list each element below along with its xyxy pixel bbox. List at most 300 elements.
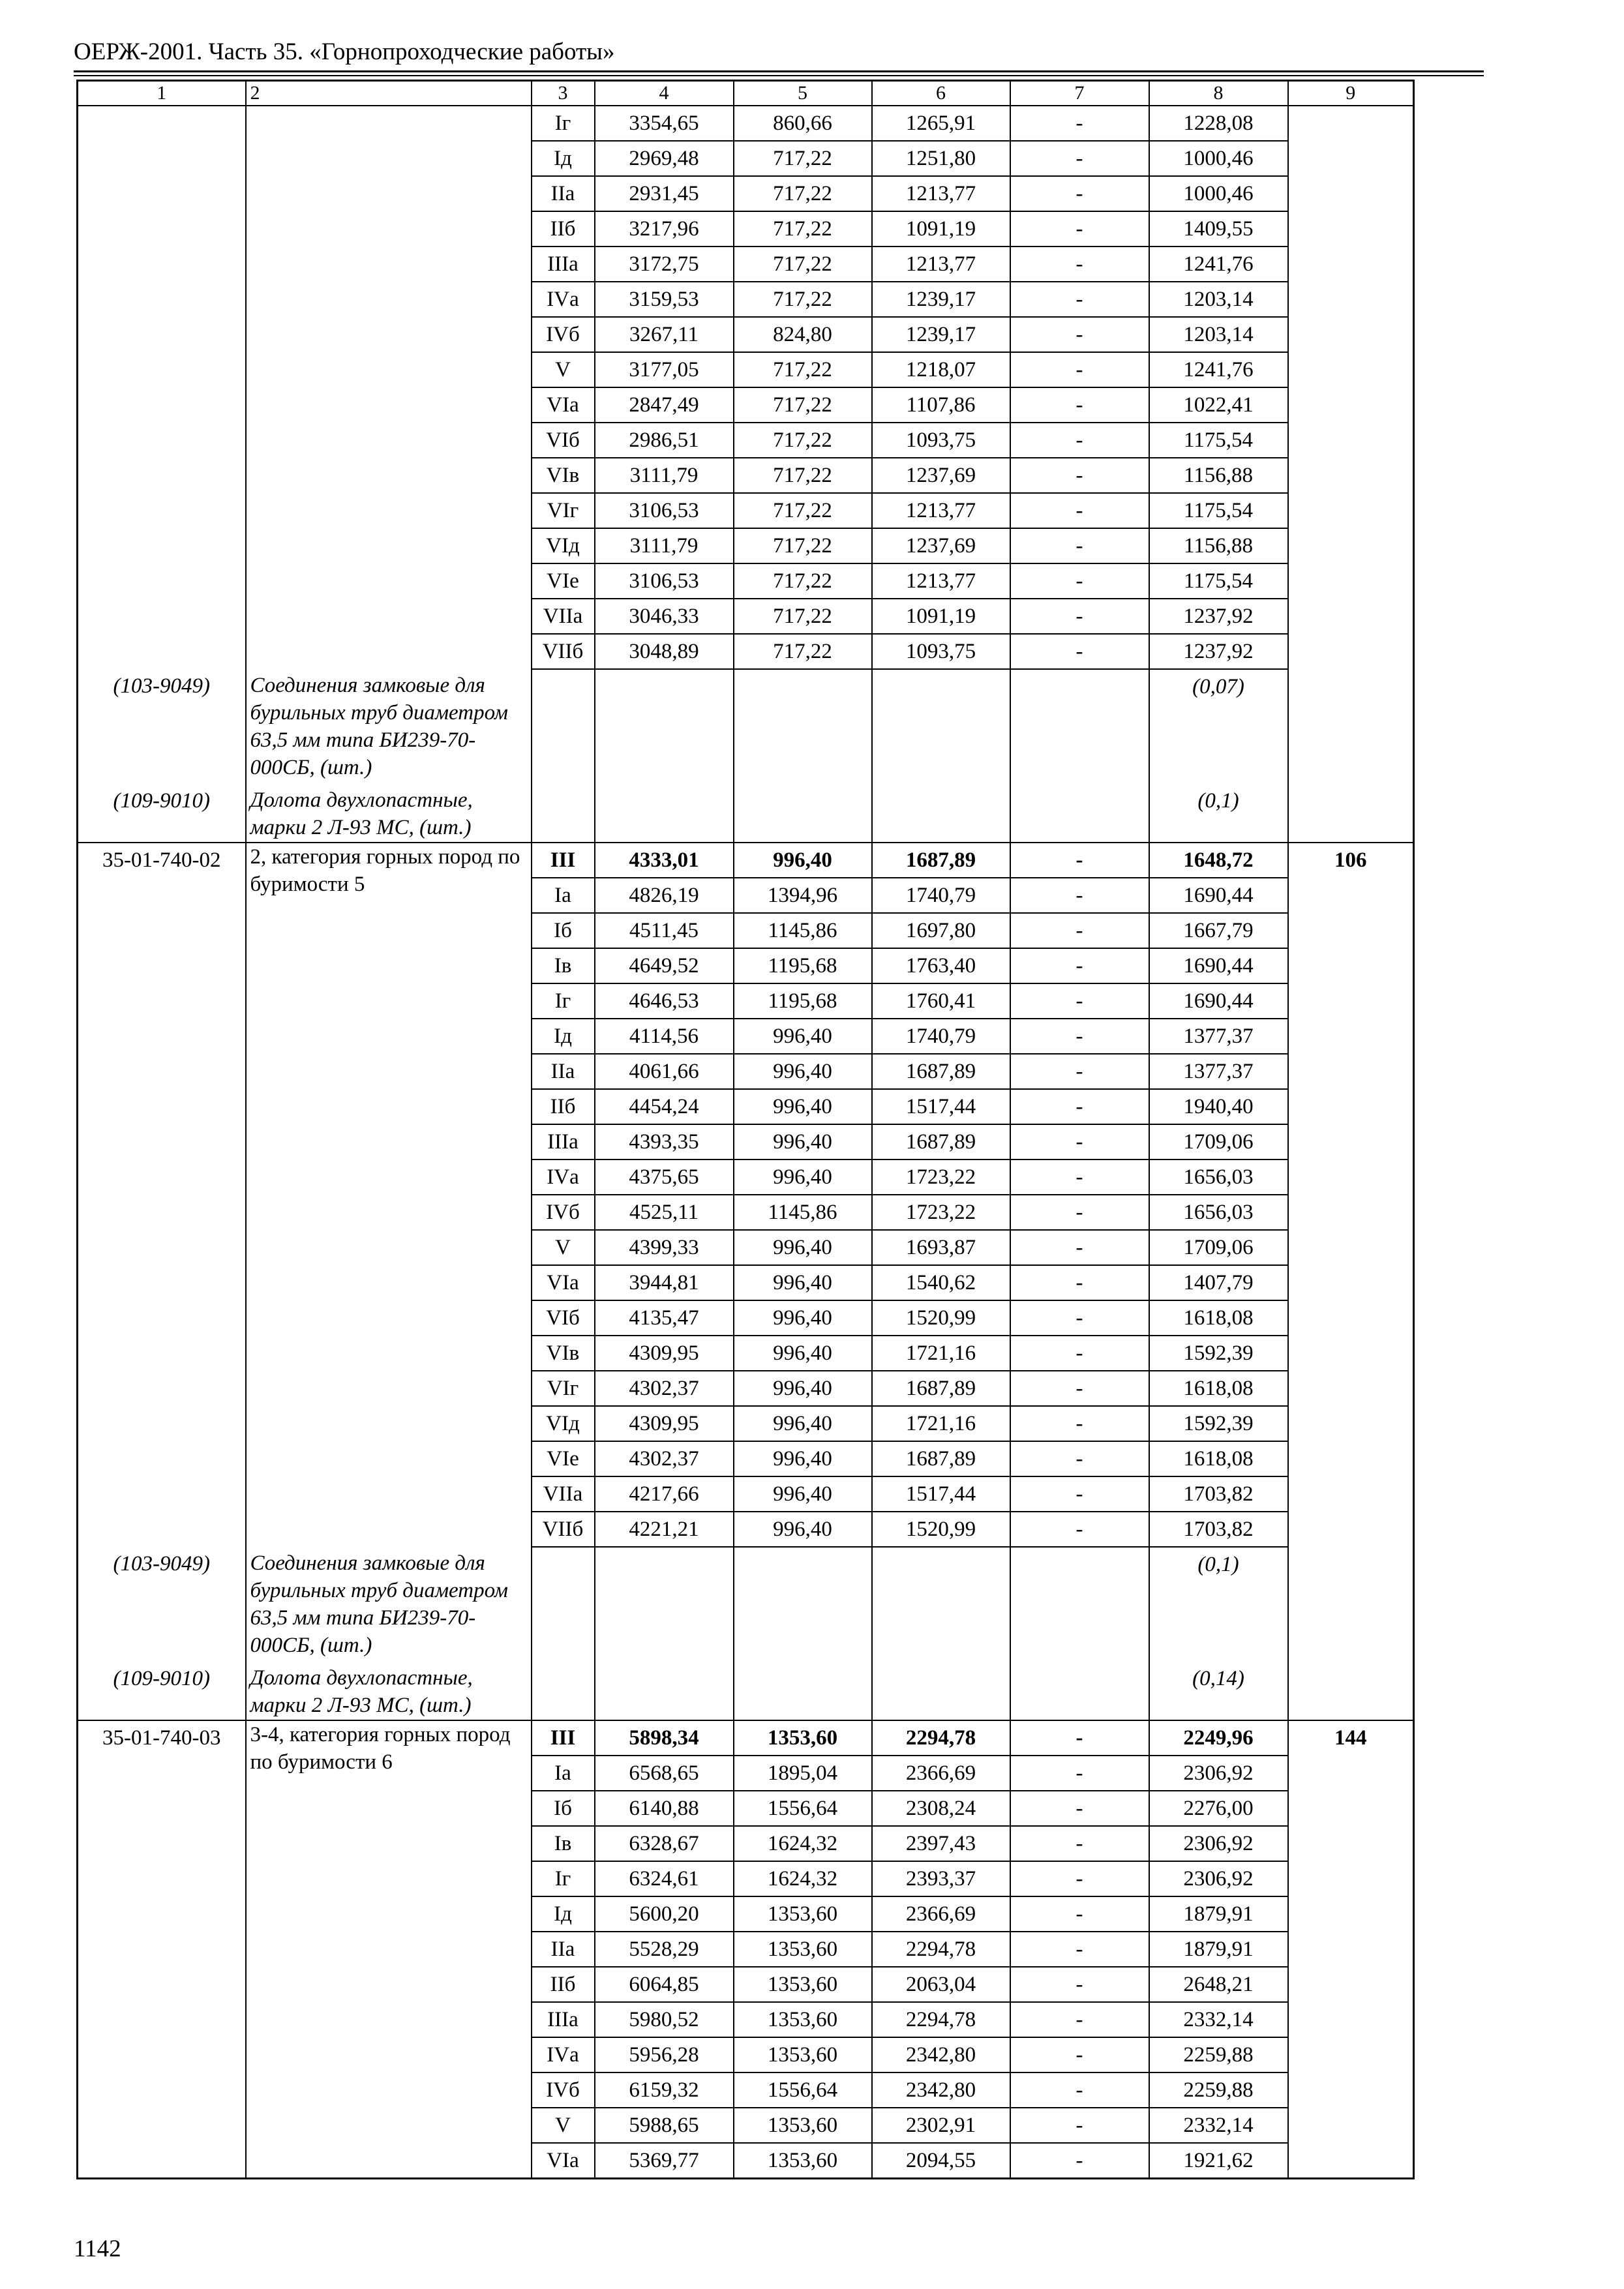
value-cell: - <box>1010 1932 1149 1967</box>
value-cell: - <box>1010 1896 1149 1932</box>
value-cell: 1721,16 <box>872 1336 1010 1371</box>
category-cell: IVа <box>532 282 595 317</box>
value-cell: 3046,33 <box>595 599 734 634</box>
value-cell: - <box>1010 106 1149 141</box>
category-cell: VIд <box>532 528 595 563</box>
value-cell: 824,80 <box>734 317 872 352</box>
category-cell: IVа <box>532 2037 595 2072</box>
value-cell: - <box>1010 948 1149 983</box>
value-cell: 1624,32 <box>734 1861 872 1896</box>
value-cell: 1690,44 <box>1149 878 1288 913</box>
value-cell: 1721,16 <box>872 1406 1010 1441</box>
category-cell: VIIб <box>532 634 595 669</box>
value-cell: 2249,96 <box>1149 1720 1288 1756</box>
value-cell: 717,22 <box>734 493 872 528</box>
value-cell: 3354,65 <box>595 106 734 141</box>
category-cell: IVб <box>532 2072 595 2108</box>
value-cell: - <box>1010 282 1149 317</box>
value-cell: 1656,03 <box>1149 1159 1288 1195</box>
value-cell: - <box>1010 247 1149 282</box>
empty-cell <box>532 1547 595 1662</box>
value-cell: 1000,46 <box>1149 176 1288 211</box>
value-cell: 2094,55 <box>872 2143 1010 2179</box>
value-cell: 1624,32 <box>734 1826 872 1861</box>
value-cell: 2648,21 <box>1149 1967 1288 2002</box>
value-cell: 1353,60 <box>734 2108 872 2143</box>
value-cell: 5600,20 <box>595 1896 734 1932</box>
value-cell: 1556,64 <box>734 1791 872 1826</box>
page-header-title: ОЕРЖ-2001. Часть 35. «Горнопроходческие работы» <box>74 38 615 65</box>
value-cell: 1218,07 <box>872 352 1010 387</box>
value-cell: 1723,22 <box>872 1159 1010 1195</box>
empty-cell <box>872 784 1010 843</box>
value-cell: 1895,04 <box>734 1756 872 1791</box>
row-code: 35-01-740-02 <box>78 843 246 1547</box>
resource-name: Соединения замковые для бурильных труб диаметром 63,5 мм типа БИ239-70-000СБ, (шт.) <box>246 669 532 784</box>
value-cell: - <box>1010 317 1149 352</box>
value-cell: 1175,54 <box>1149 493 1288 528</box>
value-cell: 1517,44 <box>872 1089 1010 1124</box>
value-cell: - <box>1010 1371 1149 1406</box>
category-cell: Iг <box>532 1861 595 1896</box>
value-cell: 5898,34 <box>595 1720 734 1756</box>
value-cell: 996,40 <box>734 1089 872 1124</box>
value-cell: 5988,65 <box>595 2108 734 2143</box>
column-number: 7 <box>1010 81 1149 106</box>
value-cell: 1107,86 <box>872 387 1010 423</box>
value-cell: - <box>1010 2037 1149 2072</box>
value-cell: 2332,14 <box>1149 2108 1288 2143</box>
value-cell: 1740,79 <box>872 878 1010 913</box>
category-cell: IIIа <box>532 247 595 282</box>
value-cell: 996,40 <box>734 1019 872 1054</box>
value-cell: 1687,89 <box>872 1371 1010 1406</box>
value-cell: 2294,78 <box>872 2002 1010 2037</box>
value-cell: 717,22 <box>734 282 872 317</box>
resource-code: (103-9049) <box>78 669 246 784</box>
column-number: 5 <box>734 81 872 106</box>
value-cell: 717,22 <box>734 563 872 599</box>
column-number: 9 <box>1288 81 1414 106</box>
value-cell: 1592,39 <box>1149 1406 1288 1441</box>
value-cell: 717,22 <box>734 599 872 634</box>
value-cell: 996,40 <box>734 1054 872 1089</box>
value-cell: 1556,64 <box>734 2072 872 2108</box>
value-cell: 1156,88 <box>1149 458 1288 493</box>
value-cell: - <box>1010 1336 1149 1371</box>
row-name: 2, категория горных пород по буримости 5 <box>246 843 532 1547</box>
empty-cell <box>1288 784 1414 843</box>
category-cell: Iб <box>532 1791 595 1826</box>
value-cell: 1237,92 <box>1149 599 1288 634</box>
table-row <box>78 784 1414 843</box>
value-cell: 1237,92 <box>1149 634 1288 669</box>
category-cell: IIа <box>532 1054 595 1089</box>
value-cell: 717,22 <box>734 387 872 423</box>
category-cell: VIб <box>532 1300 595 1336</box>
category-cell: VIв <box>532 1336 595 1371</box>
value-cell: 1656,03 <box>1149 1195 1288 1230</box>
value-cell: - <box>1010 1861 1149 1896</box>
value-cell: 717,22 <box>734 458 872 493</box>
page-number: 1142 <box>74 2236 121 2262</box>
value-cell: 1520,99 <box>872 1512 1010 1547</box>
value-cell: 1195,68 <box>734 948 872 983</box>
value-cell: - <box>1010 1089 1149 1124</box>
value-cell: - <box>1010 423 1149 458</box>
category-cell: IIIа <box>532 2002 595 2037</box>
value-cell: 5528,29 <box>595 1932 734 1967</box>
value-cell: 1377,37 <box>1149 1054 1288 1089</box>
value-cell: 1353,60 <box>734 2002 872 2037</box>
category-cell: VIд <box>532 1406 595 1441</box>
value-cell: 1145,86 <box>734 913 872 948</box>
value-cell: 996,40 <box>734 1159 872 1195</box>
value-cell: - <box>1010 1019 1149 1054</box>
value-cell: 3106,53 <box>595 493 734 528</box>
value-cell: 2063,04 <box>872 1967 1010 2002</box>
value-cell: 2276,00 <box>1149 1791 1288 1826</box>
value-cell: 717,22 <box>734 176 872 211</box>
value-cell: - <box>1010 2072 1149 2108</box>
value-cell: 1251,80 <box>872 141 1010 176</box>
value-cell: 6140,88 <box>595 1791 734 1826</box>
category-cell: Iв <box>532 948 595 983</box>
value-cell: - <box>1010 913 1149 948</box>
value-cell: 6324,61 <box>595 1861 734 1896</box>
category-cell: Iд <box>532 1896 595 1932</box>
category-cell: Iд <box>532 141 595 176</box>
value-cell: 1203,14 <box>1149 317 1288 352</box>
value-cell: 860,66 <box>734 106 872 141</box>
value-cell: 996,40 <box>734 1406 872 1441</box>
value-cell: 1618,08 <box>1149 1371 1288 1406</box>
value-cell: 1723,22 <box>872 1195 1010 1230</box>
value-cell: 4393,35 <box>595 1124 734 1159</box>
category-cell: VIIа <box>532 1476 595 1512</box>
category-cell: III <box>532 843 595 878</box>
table-row <box>78 843 1414 878</box>
value-cell: 1353,60 <box>734 1720 872 1756</box>
value-cell: 1175,54 <box>1149 423 1288 458</box>
category-cell: IIб <box>532 1089 595 1124</box>
empty-cell <box>734 784 872 843</box>
value-cell: 717,22 <box>734 528 872 563</box>
empty-cell <box>1010 669 1149 784</box>
value-cell: 1353,60 <box>734 1967 872 2002</box>
value-cell: - <box>1010 1159 1149 1195</box>
value-cell: 996,40 <box>734 1512 872 1547</box>
value-cell: 4525,11 <box>595 1195 734 1230</box>
value-cell: - <box>1010 878 1149 913</box>
value-cell: 4114,56 <box>595 1019 734 1054</box>
value-cell: 6568,65 <box>595 1756 734 1791</box>
resource-value: (0,07) <box>1149 669 1288 784</box>
value-cell: 4511,45 <box>595 913 734 948</box>
value-cell: 1618,08 <box>1149 1300 1288 1336</box>
value-cell: 1239,17 <box>872 282 1010 317</box>
category-cell: V <box>532 352 595 387</box>
category-cell: VIе <box>532 1441 595 1476</box>
value-cell: 3267,11 <box>595 317 734 352</box>
empty-cell <box>532 784 595 843</box>
value-cell: 1687,89 <box>872 1124 1010 1159</box>
value-cell: 3111,79 <box>595 528 734 563</box>
empty-cell <box>1010 1662 1149 1720</box>
row-code: 35-01-740-03 <box>78 1720 246 2179</box>
value-cell: 996,40 <box>734 1265 872 1300</box>
value-cell: 3106,53 <box>595 563 734 599</box>
value-cell: 6159,32 <box>595 2072 734 2108</box>
empty-cell <box>872 1662 1010 1720</box>
value-cell: 1241,76 <box>1149 247 1288 282</box>
value-cell: 717,22 <box>734 247 872 282</box>
value-cell: 2342,80 <box>872 2037 1010 2072</box>
value-cell: 1763,40 <box>872 948 1010 983</box>
resource-name: Долота двухлопастные, марки 2 Л-93 МС, (шт.) <box>246 784 532 843</box>
value-cell: - <box>1010 1124 1149 1159</box>
empty-cell <box>872 1547 1010 1662</box>
value-cell: - <box>1010 458 1149 493</box>
value-cell: 1239,17 <box>872 317 1010 352</box>
value-cell: 1709,06 <box>1149 1230 1288 1265</box>
value-cell: - <box>1010 211 1149 247</box>
value-cell: 2366,69 <box>872 1896 1010 1932</box>
value-cell: 1093,75 <box>872 634 1010 669</box>
resource-code: (109-9010) <box>78 1662 246 1720</box>
value-cell: 2259,88 <box>1149 2037 1288 2072</box>
category-cell: Iг <box>532 106 595 141</box>
value-cell: - <box>1010 2108 1149 2143</box>
category-cell: Iг <box>532 983 595 1019</box>
value-cell: 1709,06 <box>1149 1124 1288 1159</box>
value-cell: 4302,37 <box>595 1441 734 1476</box>
value-cell: 2306,92 <box>1149 1756 1288 1791</box>
value-cell: - <box>1010 141 1149 176</box>
category-cell: IVб <box>532 1195 595 1230</box>
empty-cell <box>595 1662 734 1720</box>
value-cell: 996,40 <box>734 1476 872 1512</box>
value-cell: 4649,52 <box>595 948 734 983</box>
value-cell: 5369,77 <box>595 2143 734 2179</box>
value-cell: 1377,37 <box>1149 1019 1288 1054</box>
value-cell: 1228,08 <box>1149 106 1288 141</box>
value-cell: 1156,88 <box>1149 528 1288 563</box>
category-cell: VIг <box>532 493 595 528</box>
value-cell: 4135,47 <box>595 1300 734 1336</box>
value-cell: 3217,96 <box>595 211 734 247</box>
value-cell: 1093,75 <box>872 423 1010 458</box>
category-cell: VIе <box>532 563 595 599</box>
column-number: 2 <box>246 81 532 106</box>
category-cell: IIа <box>532 1932 595 1967</box>
value-cell: 1520,99 <box>872 1300 1010 1336</box>
value-cell: - <box>1010 563 1149 599</box>
value-cell: 1879,91 <box>1149 1896 1288 1932</box>
price-table <box>76 80 1415 2179</box>
value-cell: - <box>1010 176 1149 211</box>
table-row <box>78 1547 1414 1662</box>
category-cell: VIб <box>532 423 595 458</box>
value-cell: - <box>1010 352 1149 387</box>
value-cell: 4826,19 <box>595 878 734 913</box>
value-cell: 4302,37 <box>595 1371 734 1406</box>
category-cell: Iа <box>532 1756 595 1791</box>
value-cell: 1703,82 <box>1149 1512 1288 1547</box>
column-number: 4 <box>595 81 734 106</box>
category-cell: V <box>532 1230 595 1265</box>
value-cell: 1353,60 <box>734 2037 872 2072</box>
category-cell: IIб <box>532 1967 595 2002</box>
table-row <box>78 1720 1414 1756</box>
column-number: 1 <box>78 81 246 106</box>
table-row <box>78 669 1414 784</box>
value-cell: 1687,89 <box>872 1054 1010 1089</box>
value-cell: 1237,69 <box>872 458 1010 493</box>
value-cell: 1879,91 <box>1149 1932 1288 1967</box>
empty-cell <box>734 1662 872 1720</box>
empty-cell <box>734 669 872 784</box>
row-code <box>78 106 246 669</box>
value-cell: 4309,95 <box>595 1406 734 1441</box>
value-cell: 1703,82 <box>1149 1476 1288 1512</box>
value-cell: 5956,28 <box>595 2037 734 2072</box>
value-cell: - <box>1010 1054 1149 1089</box>
value-cell: 3177,05 <box>595 352 734 387</box>
value-cell: 1241,76 <box>1149 352 1288 387</box>
value-cell: 1592,39 <box>1149 1336 1288 1371</box>
value-cell: - <box>1010 2143 1149 2179</box>
value-cell: 2986,51 <box>595 423 734 458</box>
empty-cell <box>595 669 734 784</box>
value-cell: 3048,89 <box>595 634 734 669</box>
value-cell: 1648,72 <box>1149 843 1288 878</box>
value-cell: 1693,87 <box>872 1230 1010 1265</box>
value-cell: - <box>1010 599 1149 634</box>
header-rule-thin <box>74 75 1484 76</box>
value-cell: 1394,96 <box>734 878 872 913</box>
value-cell: 1195,68 <box>734 983 872 1019</box>
resource-code: (103-9049) <box>78 1547 246 1662</box>
category-cell: VIа <box>532 2143 595 2179</box>
category-cell: VIа <box>532 387 595 423</box>
value-cell: 1237,69 <box>872 528 1010 563</box>
category-cell: VIIб <box>532 1512 595 1547</box>
value-cell: 2306,92 <box>1149 1861 1288 1896</box>
value-cell: 717,22 <box>734 634 872 669</box>
value-cell: 2294,78 <box>872 1720 1010 1756</box>
value-cell: - <box>1010 1756 1149 1791</box>
value-cell: 2397,43 <box>872 1826 1010 1861</box>
value-cell: 4333,01 <box>595 843 734 878</box>
value-cell: - <box>1010 493 1149 528</box>
value-cell: - <box>1010 1441 1149 1476</box>
value-cell: 3159,53 <box>595 282 734 317</box>
value-cell: 1000,46 <box>1149 141 1288 176</box>
category-cell: IIа <box>532 176 595 211</box>
value-cell: 6064,85 <box>595 1967 734 2002</box>
empty-cell <box>1288 1547 1414 1662</box>
value-cell: - <box>1010 528 1149 563</box>
value-cell: 1740,79 <box>872 1019 1010 1054</box>
value-cell: 1618,08 <box>1149 1441 1288 1476</box>
value-cell: - <box>1010 1230 1149 1265</box>
column-number: 8 <box>1149 81 1288 106</box>
value-cell: 717,22 <box>734 423 872 458</box>
value-cell: 1940,40 <box>1149 1089 1288 1124</box>
category-cell: IVб <box>532 317 595 352</box>
value-cell: - <box>1010 1476 1149 1512</box>
value-cell: 1353,60 <box>734 2143 872 2179</box>
row-name <box>246 106 532 669</box>
value-cell: - <box>1010 1791 1149 1826</box>
value-cell: 2342,80 <box>872 2072 1010 2108</box>
value-cell: 996,40 <box>734 1441 872 1476</box>
norm-cell: 144 <box>1288 1720 1414 2179</box>
value-cell: 996,40 <box>734 1336 872 1371</box>
value-cell: - <box>1010 1265 1149 1300</box>
value-cell: 717,22 <box>734 141 872 176</box>
value-cell: 1175,54 <box>1149 563 1288 599</box>
value-cell: 2969,48 <box>595 141 734 176</box>
empty-cell <box>595 784 734 843</box>
value-cell: 2931,45 <box>595 176 734 211</box>
value-cell: - <box>1010 1406 1149 1441</box>
category-cell: Iд <box>532 1019 595 1054</box>
value-cell: 1353,60 <box>734 1896 872 1932</box>
category-cell: V <box>532 2108 595 2143</box>
value-cell: 1353,60 <box>734 1932 872 1967</box>
value-cell: 2259,88 <box>1149 2072 1288 2108</box>
value-cell: 3172,75 <box>595 247 734 282</box>
value-cell: 2308,24 <box>872 1791 1010 1826</box>
value-cell: - <box>1010 1967 1149 2002</box>
value-cell: 1697,80 <box>872 913 1010 948</box>
value-cell: 996,40 <box>734 1300 872 1336</box>
value-cell: 1540,62 <box>872 1265 1010 1300</box>
category-cell: Iб <box>532 913 595 948</box>
column-number: 3 <box>532 81 595 106</box>
empty-cell <box>1288 1662 1414 1720</box>
value-cell: 1690,44 <box>1149 983 1288 1019</box>
value-cell: - <box>1010 1826 1149 1861</box>
value-cell: 1690,44 <box>1149 948 1288 983</box>
value-cell: 4309,95 <box>595 1336 734 1371</box>
value-cell: - <box>1010 1195 1149 1230</box>
empty-cell <box>734 1547 872 1662</box>
value-cell: 3111,79 <box>595 458 734 493</box>
value-cell: 4061,66 <box>595 1054 734 1089</box>
value-cell: - <box>1010 983 1149 1019</box>
value-cell: 4217,66 <box>595 1476 734 1512</box>
value-cell: 6328,67 <box>595 1826 734 1861</box>
value-cell: - <box>1010 634 1149 669</box>
value-cell: 4399,33 <box>595 1230 734 1265</box>
row-name: 3-4, категория горных пород по буримости 6 <box>246 1720 532 2179</box>
resource-value: (0,1) <box>1149 1547 1288 1662</box>
value-cell: 1265,91 <box>872 106 1010 141</box>
value-cell: 3944,81 <box>595 1265 734 1300</box>
value-cell: 1409,55 <box>1149 211 1288 247</box>
table-row <box>78 106 1414 141</box>
value-cell: - <box>1010 2002 1149 2037</box>
resource-value: (0,14) <box>1149 1662 1288 1720</box>
value-cell: 1517,44 <box>872 1476 1010 1512</box>
header-rule <box>74 70 1484 72</box>
column-number: 6 <box>872 81 1010 106</box>
value-cell: 4646,53 <box>595 983 734 1019</box>
value-cell: 717,22 <box>734 352 872 387</box>
